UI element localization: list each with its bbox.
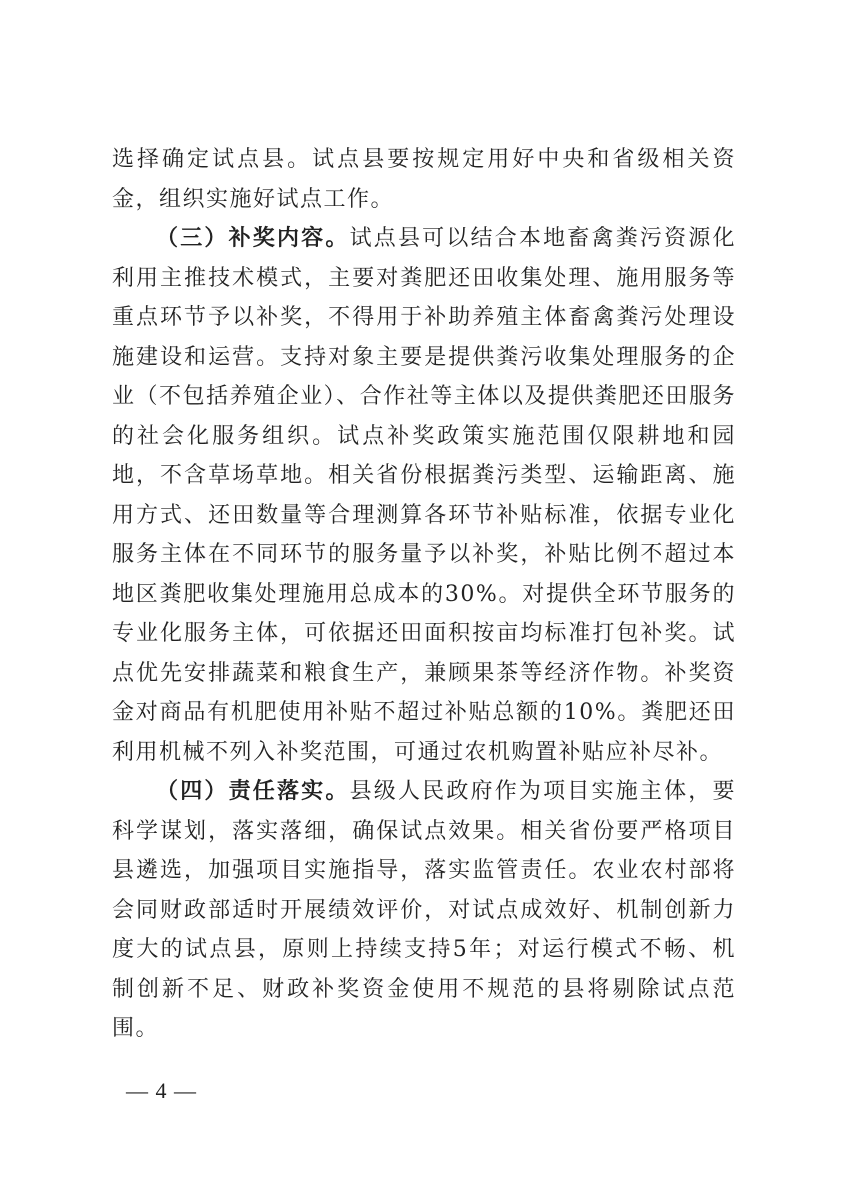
paragraph-subsidy-content <box>112 219 736 772</box>
paragraph-text: 试点县可以结合本地畜禽粪污资源化利用主推技术模式，主要对粪肥还田收集处理、施用服务等重点环节予以补奖，不得用于补助养殖主体畜禽粪污处理设施建设和运营。支持对象主要是提供粪污收集处理服务的企业（不包括养殖企业）、合作社等主体以及提供粪肥还田服务的社会化服务组织。试点补奖政策实施范围仅限耕地和园地，不含草场草地。相关省份根据粪污类型、运输距离、施用方式、还田数量等合理测算各环节补贴标准，依据专业化服务主体在不同环节的服务量予以补奖，补贴比例不超过本地区粪肥收集处理施用总成本的30%。对提供全环节服务的专业化服务主体，可依据还田面积按亩均标准打包补奖。试点优先安排蔬菜和粮食生产，兼顾果茶等经济作物。补奖资金对商品有机肥使用补贴不超过补贴总额的10%。粪肥还田利用机械不列入补奖范围，可通过农机购置补贴应补尽补。 <box>112 226 736 765</box>
paragraph-responsibility <box>112 772 736 1049</box>
body-text <box>112 140 736 1049</box>
paragraph-continuation <box>112 140 736 219</box>
page-number: — 4 — <box>126 1078 197 1103</box>
paragraph-text: 县级人民政府作为项目实施主体，要科学谋划，落实落细，确保试点效果。相关省份要严格项目县遴选，加强项目实施指导，落实监管责任。农业农村部将会同财政部适时开展绩效评价，对试点成效好、机制创新力度大的试点县，原则上持续支持5年；对运行模式不畅、机制创新不足、财政补奖资金使用不规范的县将剔除试点范围。 <box>112 779 736 1041</box>
paragraph-text: 选择确定试点县。试点县要按规定用好中央和省级相关资金，组织实施好试点工作。 <box>112 147 736 212</box>
section-heading: （三）补奖内容。 <box>156 226 350 251</box>
section-heading: （四）责任落实。 <box>156 779 350 804</box>
